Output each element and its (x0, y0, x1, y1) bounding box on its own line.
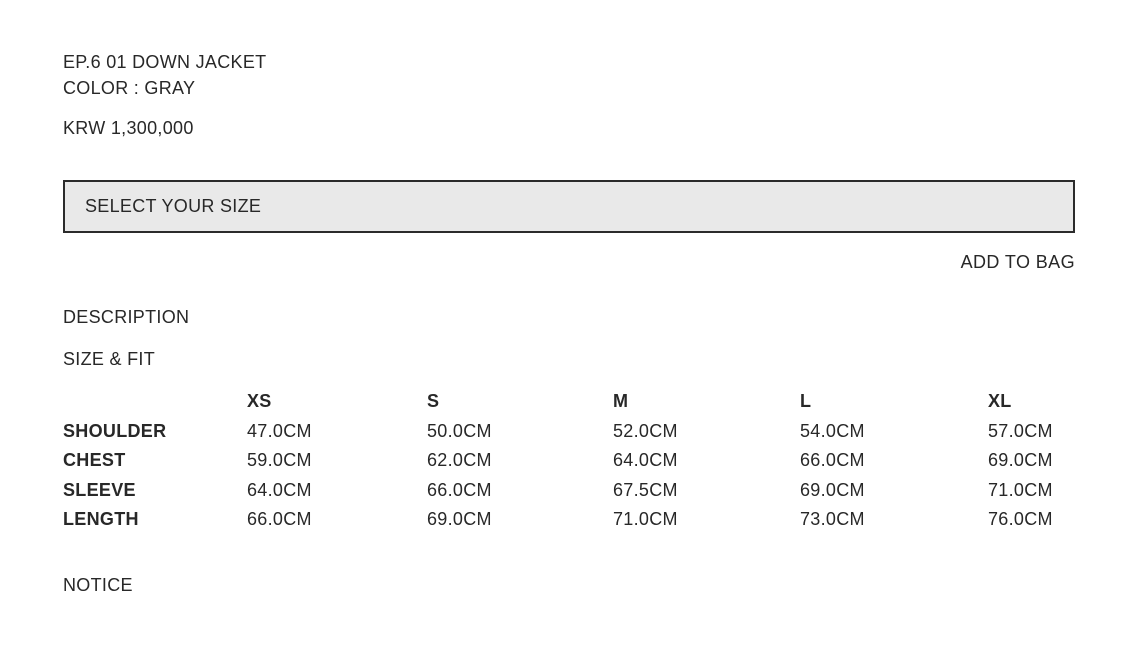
size-chart-cell: 67.5CM (613, 479, 678, 500)
size-chart-cell: 64.0CM (613, 450, 678, 471)
size-chart-col-header-l: L (800, 391, 812, 411)
size-chart-cell: 59.0CM (247, 450, 312, 471)
size-chart-row-label-chest: CHEST (63, 450, 126, 471)
section-size-fit-toggle[interactable]: SIZE & FIT (63, 349, 156, 369)
size-chart-cell: 52.0CM (613, 420, 678, 441)
size-chart-cell: 64.0CM (247, 479, 312, 500)
product-color: COLOR : GRAY (63, 78, 196, 98)
size-chart-cell: 76.0CM (988, 509, 1053, 530)
size-chart-cell: 66.0CM (427, 479, 492, 500)
size-chart-cell: 57.0CM (988, 420, 1053, 441)
product-price: KRW 1,300,000 (63, 118, 194, 138)
size-chart-cell: 71.0CM (613, 509, 678, 530)
size-chart-cell: 47.0CM (247, 420, 312, 441)
product-title: EP.6 01 DOWN JACKET (63, 52, 267, 72)
size-chart-cell: 66.0CM (247, 509, 312, 530)
size-chart-cell: 66.0CM (800, 450, 865, 471)
size-chart-cell: 69.0CM (988, 450, 1053, 471)
section-notice-toggle[interactable]: NOTICE (63, 575, 133, 595)
size-chart-table (63, 387, 1075, 535)
size-chart-cell: 62.0CM (427, 450, 492, 471)
size-select-placeholder: SELECT YOUR SIZE (85, 196, 262, 216)
size-chart-cell: 69.0CM (800, 479, 865, 500)
size-chart-row-label-length: LENGTH (63, 509, 139, 530)
size-chart-col-header-xl: XL (988, 391, 1012, 411)
size-chart-col-header-m: M (613, 391, 629, 411)
size-chart-col-header-s: S (427, 391, 440, 411)
size-chart-corner (63, 387, 247, 417)
section-description-toggle[interactable]: DESCRIPTION (63, 307, 190, 327)
add-to-bag-button[interactable]: ADD TO BAG (63, 249, 1075, 275)
size-chart-cell: 69.0CM (427, 509, 492, 530)
size-chart-cell: 50.0CM (427, 420, 492, 441)
product-header (63, 49, 266, 101)
size-chart-row-label-sleeve: SLEEVE (63, 479, 136, 500)
size-chart-row-label-shoulder: SHOULDER (63, 420, 167, 441)
size-select-dropdown[interactable] (63, 180, 1075, 233)
size-chart-cell: 54.0CM (800, 420, 865, 441)
size-chart-cell: 73.0CM (800, 509, 865, 530)
size-chart-col-header-xs: XS (247, 391, 272, 411)
size-chart-cell: 71.0CM (988, 479, 1053, 500)
